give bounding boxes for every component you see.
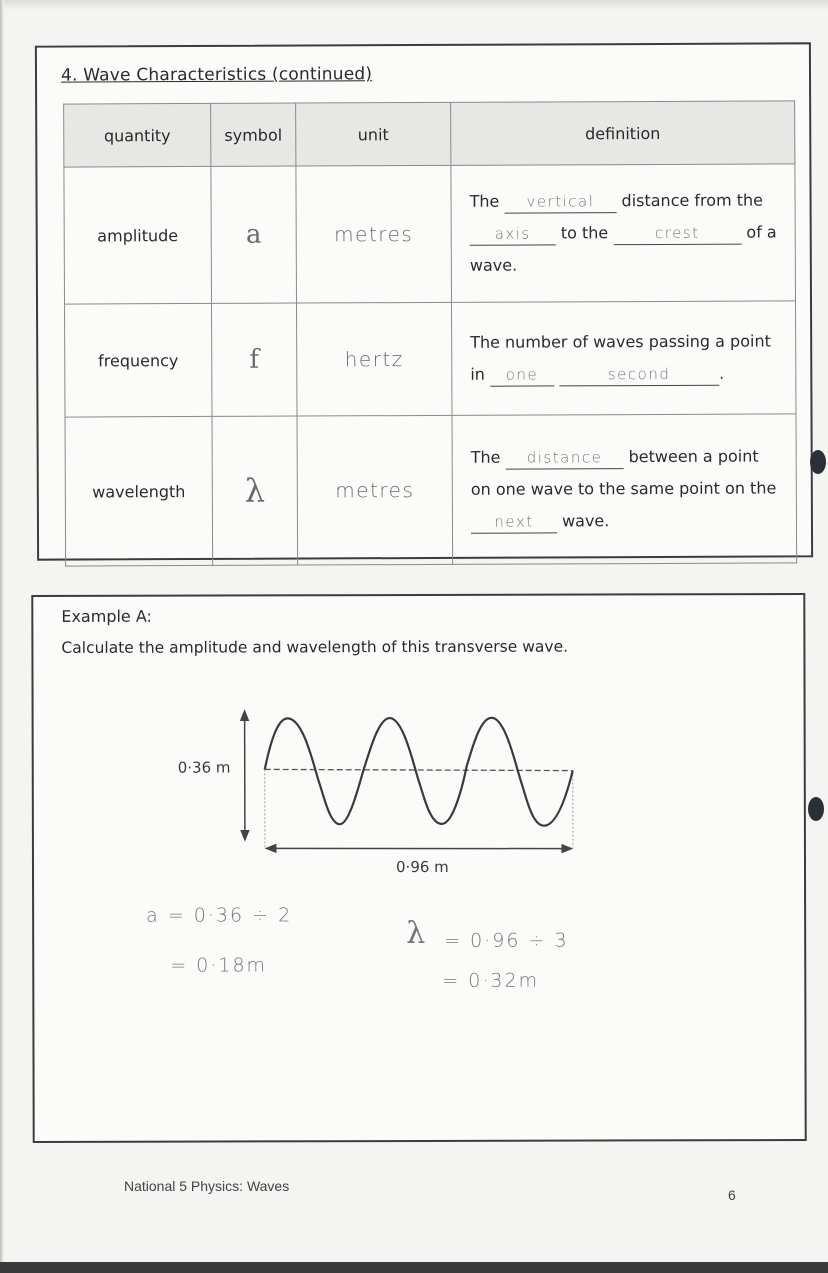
page-edge-left — [0, 0, 4, 1273]
definition-cell — [452, 414, 797, 564]
quantity-cell: amplitude — [64, 166, 212, 304]
table-row-amplitude — [64, 164, 796, 304]
header-quantity: quantity — [64, 103, 211, 167]
unit-cell: hertz — [297, 302, 452, 416]
binder-hole — [810, 450, 826, 474]
wave-diagram-graphic — [164, 706, 584, 887]
answer-blank[interactable]: distance — [505, 446, 623, 470]
header-symbol: symbol — [211, 103, 296, 166]
section-title: 4. Wave Characteristics (continued) — [60, 64, 373, 86]
definition-cell — [451, 164, 796, 302]
page-edge-bottom — [0, 1262, 828, 1273]
definition-text: The number of waves passing a point in — [470, 331, 771, 384]
definition-cell — [452, 301, 796, 415]
answer-blank[interactable]: vertical — [504, 190, 616, 213]
definition-text: . — [719, 363, 725, 383]
unit-cell: metres — [297, 415, 453, 565]
length-arrow-icon — [266, 844, 572, 854]
wavelength-working-line2: = 0·32m — [442, 969, 540, 992]
answer-blank[interactable]: crest — [613, 222, 741, 246]
wavelength-symbol: λ — [406, 915, 428, 952]
example-box — [31, 593, 806, 1143]
definition-text: distance from the — [621, 190, 764, 211]
symbol-cell: λ — [212, 416, 298, 565]
table-row-wavelength — [65, 414, 797, 566]
height-arrow-icon — [241, 710, 249, 840]
quantity-cell: wavelength — [65, 416, 213, 566]
height-label: 0·36 m — [177, 758, 231, 777]
length-label: 0·96 m — [395, 857, 449, 877]
symbol-cell: a — [211, 166, 297, 303]
symbol-cell: f — [212, 303, 297, 416]
unit-cell: metres — [296, 165, 452, 303]
binder-hole — [808, 797, 824, 821]
definition-text: wave. — [562, 511, 610, 531]
definition-text: The — [469, 191, 500, 211]
answer-blank[interactable]: axis — [470, 222, 556, 245]
wave-characteristics-box — [35, 42, 813, 560]
quantity-cell: frequency — [65, 303, 212, 417]
transverse-wave-diagram — [164, 706, 584, 887]
footer-course-title: National 5 Physics: Waves — [124, 1178, 290, 1194]
wavelength-working-line1: = 0·96 ÷ 3 — [444, 929, 569, 952]
definition-text: The — [470, 447, 501, 467]
definition-text: of a wave. — [469, 222, 777, 275]
amplitude-working-line1: a = 0·36 ÷ 2 — [146, 904, 293, 927]
table-header-row — [64, 101, 795, 167]
header-definition: definition — [451, 101, 795, 166]
header-unit: unit — [296, 102, 451, 166]
table-row-frequency — [65, 301, 796, 417]
answer-blank[interactable]: second — [559, 363, 719, 387]
definition-text: to the — [560, 223, 609, 243]
example-prompt: Calculate the amplitude and wavelength of this transverse wave. — [61, 637, 569, 657]
footer-page-number: 6 — [728, 1187, 736, 1203]
page-edge-top — [0, 0, 828, 10]
wave-characteristics-table — [63, 100, 797, 566]
amplitude-working-line2: = 0·18m — [170, 954, 268, 977]
answer-blank[interactable]: one — [490, 363, 554, 386]
answer-blank[interactable]: next — [471, 510, 557, 533]
definition-text: between a point on one wave to the same point on the — [470, 446, 777, 499]
example-heading: Example A: — [61, 606, 152, 626]
